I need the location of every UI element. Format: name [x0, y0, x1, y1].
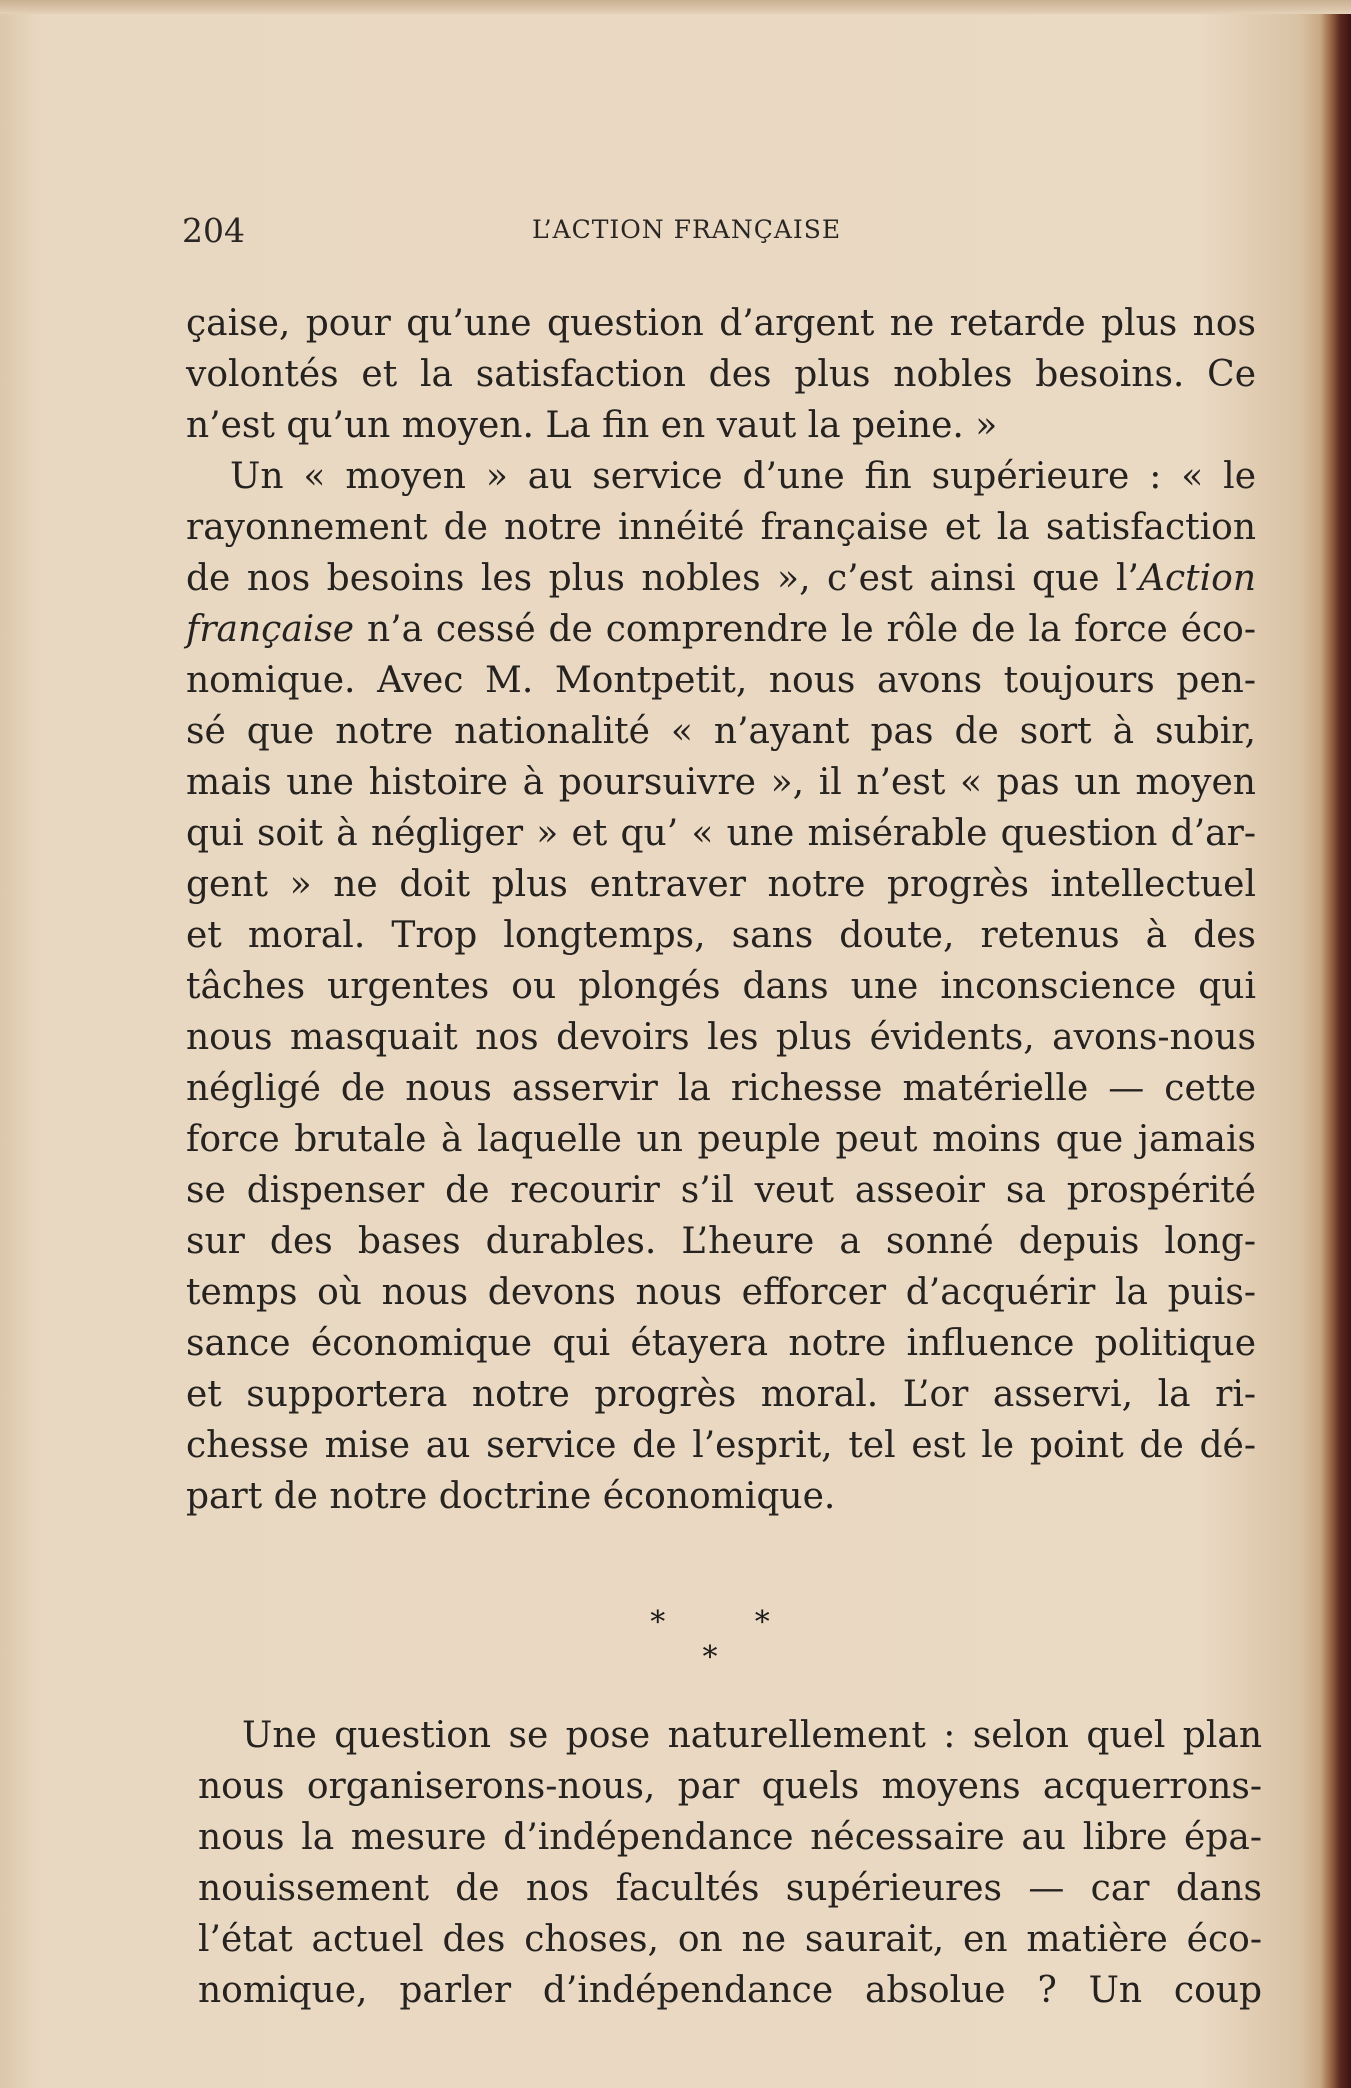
text-line: mais une histoire à poursuivre », il n’est « pas un moyen [186, 762, 1256, 803]
text-line [186, 553, 1256, 604]
text-line: nous la mesure d’indépendance nécessaire au libre épa- [198, 1817, 1262, 1858]
italic-title: Action [1139, 558, 1256, 599]
text-line: part de notre doctrine économique. [186, 1476, 836, 1517]
text-line: rayonnement de notre innéité française et la satisfaction [186, 507, 1256, 548]
text-line: sé que notre nationalité « n’ayant pas de sort à subir, [186, 711, 1256, 752]
text-line [186, 604, 1256, 655]
text-line: nouissement de nos facultés supérieures — car dans [198, 1868, 1262, 1909]
text-line: l’état actuel des choses, on ne saurait, en matière éco- [198, 1919, 1262, 1960]
text-line: force brutale à laquelle un peuple peut moins que jamais [186, 1119, 1256, 1160]
text-line: chesse mise au service de l’esprit, tel est le point de dé- [186, 1425, 1256, 1466]
text-line: nous organiserons-nous, par quels moyens acquerrons- [198, 1766, 1262, 1807]
text-line: n’est qu’un moyen. La fin en vaut la peine. » [186, 405, 998, 446]
text-line: volontés et la satisfaction des plus nobles besoins. Ce [186, 354, 1256, 395]
page-header [182, 205, 1262, 255]
text-line: gent » ne doit plus entraver notre progrès intellectuel [186, 864, 1256, 905]
text-line: çaise, pour qu’une question d’argent ne retarde plus nos [186, 303, 1256, 344]
text-line: et supportera notre progrès moral. L’or asservi, la ri- [186, 1374, 1256, 1415]
text-line: nomique. Avec M. Montpetit, nous avons toujours pen- [186, 660, 1256, 701]
text-line: nomique, parler d’indépendance absolue ? Un coup [198, 1970, 1262, 2011]
text-line: sance économique qui étayera notre influence politique [186, 1323, 1256, 1364]
text-line: nous masquait nos devoirs les plus évidents, avons-nous [186, 1017, 1256, 1058]
text-line: temps où nous devons nous efforcer d’acquérir la puis- [186, 1272, 1256, 1313]
text-line: sur des bases durables. L’heure a sonné depuis long- [186, 1221, 1256, 1262]
text-line: et moral. Trop longtemps, sans doute, retenus à des [186, 915, 1256, 956]
page-number: 204 [182, 211, 245, 250]
text-line: tâches urgentes ou plongés dans une inconscience qui [186, 966, 1256, 1007]
section-break-asterisks: * * * [650, 1605, 810, 1675]
text-line: qui soit à négliger » et qu’ « une misérable question d’ar- [186, 813, 1256, 854]
main-text-block [186, 298, 1256, 1522]
text-segment: n’a cessé de comprendre le rôle de la force éco- [354, 609, 1256, 650]
running-title: L’ACTION FRANÇAISE [532, 215, 842, 244]
text-line: négligé de nous asservir la richesse matérielle — cette [186, 1068, 1256, 1109]
text-line: se dispenser de recourir s’il veut asseoir sa prospérité [186, 1170, 1256, 1211]
page-top-edge [0, 0, 1351, 14]
second-text-block [198, 1710, 1262, 2016]
text-line: Un « moyen » au service d’une fin supérieure : « le [230, 456, 1256, 497]
text-line: Une question se pose naturellement : selon quel plan [242, 1715, 1262, 1756]
italic-title: française [186, 609, 355, 650]
text-segment: de nos besoins les plus nobles », c’est ainsi que l’ [186, 558, 1139, 599]
